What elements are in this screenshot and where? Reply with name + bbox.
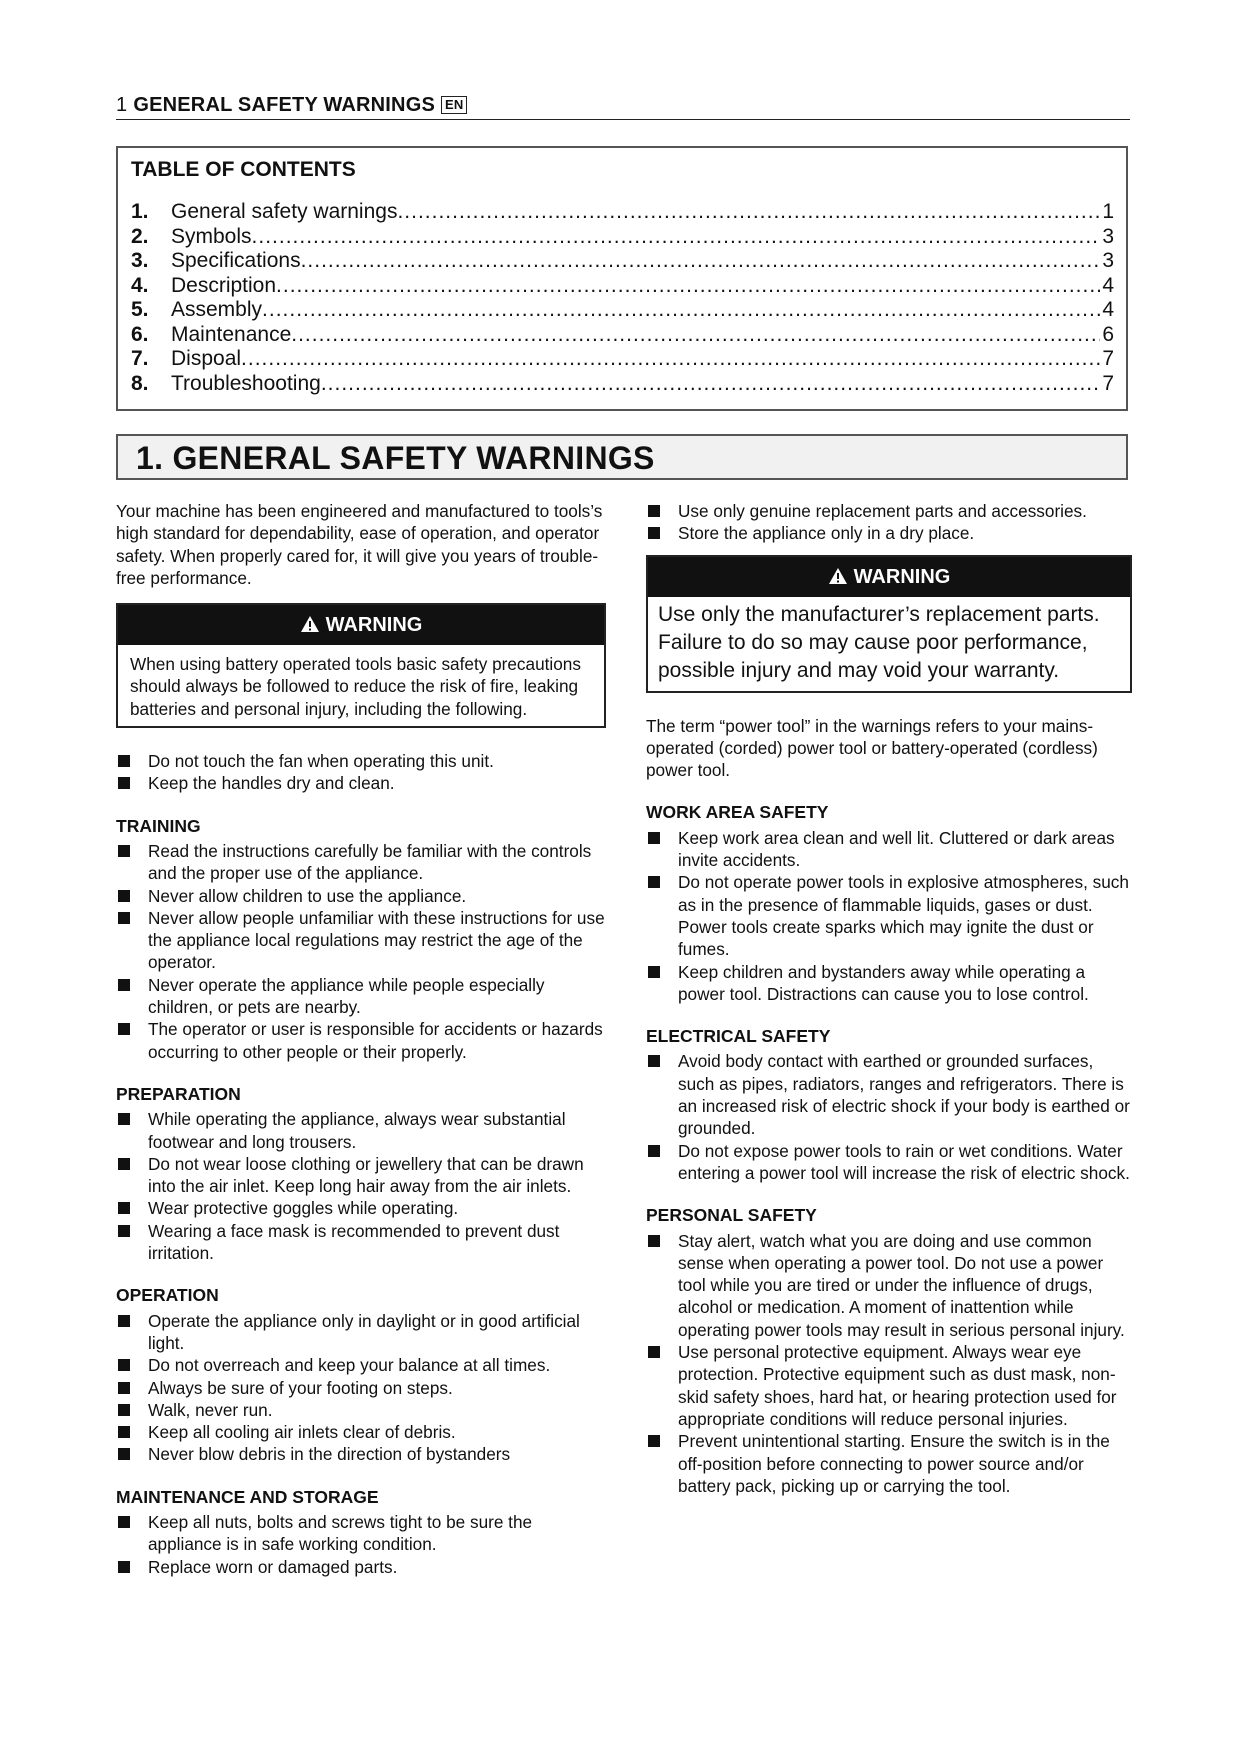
list-item: Walk, never run. bbox=[116, 1399, 606, 1421]
bullet-square-icon bbox=[648, 527, 660, 539]
warning-header: WARNING bbox=[118, 605, 604, 645]
warning-text: When using battery operated tools basic safety precautions should always be followed to reduce the risk of fire, leaking batteries and personal injury, including the following. bbox=[130, 654, 581, 719]
bullet-square-icon bbox=[118, 1359, 130, 1371]
list-item: Read the instructions carefully be familiar with the controls and the proper use of the appliance. bbox=[116, 840, 606, 885]
bullet-square-icon bbox=[118, 912, 130, 924]
bullet-square-icon bbox=[118, 890, 130, 902]
list-item: Do not operate power tools in explosive atmospheres, such as in the presence of flammable liquids, gases or dust. Power tools create sparks which may ignite the dust or fumes. bbox=[646, 871, 1132, 960]
list-item: Keep work area clean and well lit. Cluttered or dark areas invite accidents. bbox=[646, 827, 1132, 872]
bullet-square-icon bbox=[118, 1426, 130, 1438]
bullet-square-icon bbox=[648, 832, 660, 844]
bullet-square-icon bbox=[648, 1145, 660, 1157]
warning-text: Use only the manufacturer’s replacement parts. Failure to do so may cause poor performance, possible injury and may void your warranty. bbox=[658, 602, 1100, 682]
parts-bullets bbox=[646, 500, 1132, 545]
operation-list bbox=[116, 1310, 606, 1466]
work-area-heading: WORK AREA SAFETY bbox=[646, 802, 829, 823]
bullet-square-icon bbox=[118, 1448, 130, 1460]
list-item: Keep the handles dry and clean. bbox=[116, 772, 606, 794]
bullet-square-icon bbox=[118, 1516, 130, 1528]
toc-row[interactable]: 4. Description ..... 4 bbox=[131, 274, 1114, 299]
bullet-square-icon bbox=[118, 1382, 130, 1394]
toc-title: TABLE OF CONTENTS bbox=[131, 158, 356, 181]
list-item: Wearing a face mask is recommended to prevent dust irritation. bbox=[116, 1220, 606, 1265]
list-item: Never operate the appliance while people especially children, or pets are nearby. bbox=[116, 974, 606, 1019]
operation-heading: OPERATION bbox=[116, 1285, 219, 1306]
bullet-square-icon bbox=[648, 1435, 660, 1447]
toc-row[interactable]: 8. Troubleshooting ..... 7 bbox=[131, 372, 1114, 397]
bullet-square-icon bbox=[118, 777, 130, 789]
list-item: Stay alert, watch what you are doing and use common sense when operating a power tool. Do not use a power tool while you are tired or under the influence of drugs, alcohol or medication. A moment of inattention while operating power tools may result in serious personal injury. bbox=[646, 1230, 1132, 1341]
list-item: Prevent unintentional starting. Ensure the switch is in the off-position before connecting to power source and/or battery pack, picking up or carrying the tool. bbox=[646, 1430, 1132, 1497]
bullet-square-icon bbox=[118, 1225, 130, 1237]
bullet-square-icon bbox=[648, 1346, 660, 1358]
maintenance-list bbox=[116, 1511, 606, 1578]
bullet-square-icon bbox=[118, 1113, 130, 1125]
list-item: Operate the appliance only in daylight or in good artificial light. bbox=[116, 1310, 606, 1355]
bullet-square-icon bbox=[118, 755, 130, 767]
bullet-square-icon bbox=[118, 845, 130, 857]
list-item: Avoid body contact with earthed or grounded surfaces, such as pipes, radiators, ranges and refrigerators. There is an increased risk of electric shock if your body is earthed or grounded. bbox=[646, 1050, 1132, 1139]
left-column bbox=[116, 500, 606, 1578]
personal-list bbox=[646, 1230, 1132, 1498]
bullet-square-icon bbox=[118, 1561, 130, 1573]
list-item: Keep children and bystanders away while operating a power tool. Distractions can cause you to lose control. bbox=[646, 961, 1132, 1006]
page-number: 1 bbox=[116, 94, 128, 116]
list-item: Do not overreach and keep your balance at all times. bbox=[116, 1354, 606, 1376]
electrical-heading: ELECTRICAL SAFETY bbox=[646, 1026, 831, 1047]
personal-heading: PERSONAL SAFETY bbox=[646, 1205, 817, 1226]
preparation-heading: PREPARATION bbox=[116, 1083, 241, 1104]
maintenance-heading: MAINTENANCE AND STORAGE bbox=[116, 1486, 379, 1507]
page-header bbox=[116, 94, 1130, 120]
list-item: Never blow debris in the direction of bystanders bbox=[116, 1443, 606, 1465]
parts-warning-box bbox=[646, 555, 1132, 693]
bullet-square-icon bbox=[118, 1023, 130, 1035]
section-title: 1. GENERAL SAFETY WARNINGS bbox=[116, 434, 1128, 480]
bullet-square-icon bbox=[118, 1315, 130, 1327]
warning-triangle-icon bbox=[828, 567, 848, 585]
list-item: Wear protective goggles while operating. bbox=[116, 1197, 606, 1219]
list-item: Do not wear loose clothing or jewellery that can be drawn into the air inlet. Keep long hair away from the air inlets. bbox=[116, 1153, 606, 1198]
list-item: Keep all cooling air inlets clear of debris. bbox=[116, 1421, 606, 1443]
power-tool-note: The term “power tool” in the warnings refers to your mains-operated (corded) power tool or battery-operated (cordless) power tool. bbox=[646, 715, 1098, 781]
bullet-square-icon bbox=[648, 876, 660, 888]
toc-row[interactable]: 6. Maintenance ..... 6 bbox=[131, 323, 1114, 348]
list-item: Replace worn or damaged parts. bbox=[116, 1556, 606, 1578]
toc-row[interactable]: 7. Dispoal ..... 7 bbox=[131, 347, 1114, 372]
list-item: Do not expose power tools to rain or wet conditions. Water entering a power tool will increase the risk of electric shock. bbox=[646, 1140, 1132, 1185]
bullet-square-icon bbox=[648, 1055, 660, 1067]
training-heading: TRAINING bbox=[116, 815, 201, 836]
list-item: The operator or user is responsible for accidents or hazards occurring to other people or their properly. bbox=[116, 1018, 606, 1063]
preparation-list bbox=[116, 1108, 606, 1264]
header-title: GENERAL SAFETY WARNINGS bbox=[133, 94, 435, 116]
list-item: While operating the appliance, always wear substantial footwear and long trousers. bbox=[116, 1108, 606, 1153]
bullet-square-icon bbox=[118, 1202, 130, 1214]
list-item: Use only genuine replacement parts and accessories. bbox=[646, 500, 1132, 522]
list-item: Never allow children to use the appliance. bbox=[116, 885, 606, 907]
bullet-square-icon bbox=[648, 505, 660, 517]
toc-row[interactable]: 5. Assembly ..... 4 bbox=[131, 298, 1114, 323]
training-list bbox=[116, 840, 606, 1063]
list-item: Use personal protective equipment. Always wear eye protection. Protective equipment such as dust mask, non-skid safety shoes, hard hat, or hearing protection used for appropriate conditions will reduce personal injuries. bbox=[646, 1341, 1132, 1430]
list-item: Keep all nuts, bolts and screws tight to be sure the appliance is in safe working condition. bbox=[116, 1511, 606, 1556]
general-bullets bbox=[116, 750, 606, 795]
bullet-square-icon bbox=[118, 979, 130, 991]
warning-header: WARNING bbox=[648, 557, 1130, 597]
list-item: Never allow people unfamiliar with these instructions for use the appliance local regulations may restrict the age of the operator. bbox=[116, 907, 606, 974]
intro-paragraph: Your machine has been engineered and manufactured to tools’s high standard for dependability, ease of operation, and operator safety. When properly cared for, it will give you years of trouble-free performance. bbox=[116, 501, 603, 588]
language-badge: EN bbox=[441, 96, 467, 114]
list-item: Store the appliance only in a dry place. bbox=[646, 522, 1132, 544]
warning-triangle-icon bbox=[300, 615, 320, 633]
bullet-square-icon bbox=[648, 966, 660, 978]
right-column bbox=[646, 500, 1132, 1497]
list-item: Do not touch the fan when operating this unit. bbox=[116, 750, 606, 772]
list-item: Always be sure of your footing on steps. bbox=[116, 1377, 606, 1399]
electrical-list bbox=[646, 1050, 1132, 1184]
toc-row[interactable]: 2. Symbols ..... 3 bbox=[131, 225, 1114, 250]
table-of-contents bbox=[116, 146, 1128, 411]
battery-warning-box bbox=[116, 603, 606, 728]
work-area-list bbox=[646, 827, 1132, 1005]
bullet-square-icon bbox=[118, 1404, 130, 1416]
bullet-square-icon bbox=[648, 1235, 660, 1247]
bullet-square-icon bbox=[118, 1158, 130, 1170]
toc-row[interactable]: 1. General safety warnings ..... 1 bbox=[131, 200, 1114, 225]
toc-row[interactable]: 3. Specifications ..... 3 bbox=[131, 249, 1114, 274]
